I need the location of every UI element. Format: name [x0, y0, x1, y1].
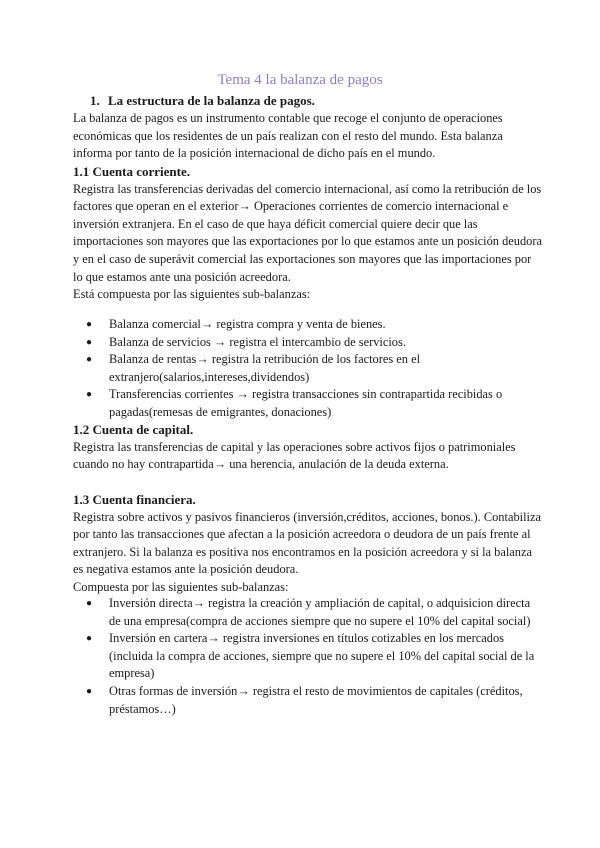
cuenta-capital-text: Registra las transferencias de capital y las operaciones sobre activos fijos o patrimoniales cuando no hay contrapartida→ una herencia, anulación de la deuda externa.: [73, 439, 516, 472]
list-item: ● Balanza de servicios → registra el intercambio de servicios.: [73, 334, 543, 352]
section-number: 1.: [90, 93, 100, 108]
intro-paragraph: La balanza de pagos es un instrumento contable que recoge el conjunto de operaciones económicas que los residentes de un país realizan con el resto del mundo. Esta balanza informa por tanto de la posición internacional de dicho país en el mundo.: [73, 111, 503, 161]
document-title: Tema 4 la balanza de pagos: [217, 72, 383, 88]
cuenta-corriente-heading: 1.1 Cuenta corriente.: [73, 164, 190, 179]
cuenta-financiera-list: [73, 595, 543, 718]
cuenta-corriente-list: [73, 316, 543, 422]
cuenta-financiera-heading: 1.3 Cuenta financiera.: [73, 492, 196, 507]
cuenta-corriente-block: [73, 163, 543, 304]
list-item: ● Inversión en cartera→ registra inversiones en títulos cotizables en los mercados (incluida la compra de acciones, siempre que no supere el 10% del capital social de la empresa): [73, 630, 543, 683]
cuenta-financiera-sub-intro: Compuesta por las siguientes sub-balanzas:: [73, 579, 289, 594]
section-heading-1: [90, 92, 315, 110]
cuenta-capital-block: [73, 421, 543, 474]
list-item: ● Balanza de rentas→ registra la retribución de los factores en el extranjero(salarios,intereses,dividendos): [73, 351, 543, 386]
cuenta-financiera-text: Registra sobre activos y pasivos financieros (inversión,créditos, acciones, bonos.). Contabiliza por tanto las transacciones que afectan a la posición acreedora o deudora de un país frente al extranjero. Si la balanza es positiva nos encontramos en la posición acreedora y si la balanza es negativa estamos ante la posición deudora.: [73, 509, 541, 577]
cuenta-corriente-sub-intro: Está compuesta por las siguientes sub-balanzas:: [73, 287, 311, 302]
intro-paragraph-block: [73, 110, 543, 163]
section-heading-text: La estructura de la balanza de pagos.: [108, 93, 315, 108]
cuenta-corriente-text: Registra las transferencias derivadas del comercio internacional, así como la retribución de los factores que operan en el exterior→ Operaciones corrientes de comercio internacional e inversión extranjera. En el caso de que haya déficit comercial quiere decir que las importaciones son mayores que las exportaciones por lo que estamos ante un posición deudora y en el caso de superávit comercial las exportaciones son mayores que las importaciones por lo que estamos ante una posición acreedora.: [73, 181, 542, 284]
list-item: ● Balanza comercial→ registra compra y venta de bienes.: [73, 316, 543, 334]
list-item: ● Transferencias corrientes → registra transacciones sin contrapartida recibidas o pagadas(remesas de emigrantes, donaciones): [73, 386, 543, 421]
list-item: ● Inversión directa→ registra la creación y ampliación de capital, o adquisicion directa de una empresa(compra de acciones siempre que no supere el 10% del capital social): [73, 595, 543, 630]
cuenta-financiera-block: [73, 491, 543, 597]
cuenta-capital-heading: 1.2 Cuenta de capital.: [73, 422, 194, 437]
list-item: ● Otras formas de inversión→ registra el resto de movimientos de capitales (créditos, préstamos…): [73, 683, 543, 718]
